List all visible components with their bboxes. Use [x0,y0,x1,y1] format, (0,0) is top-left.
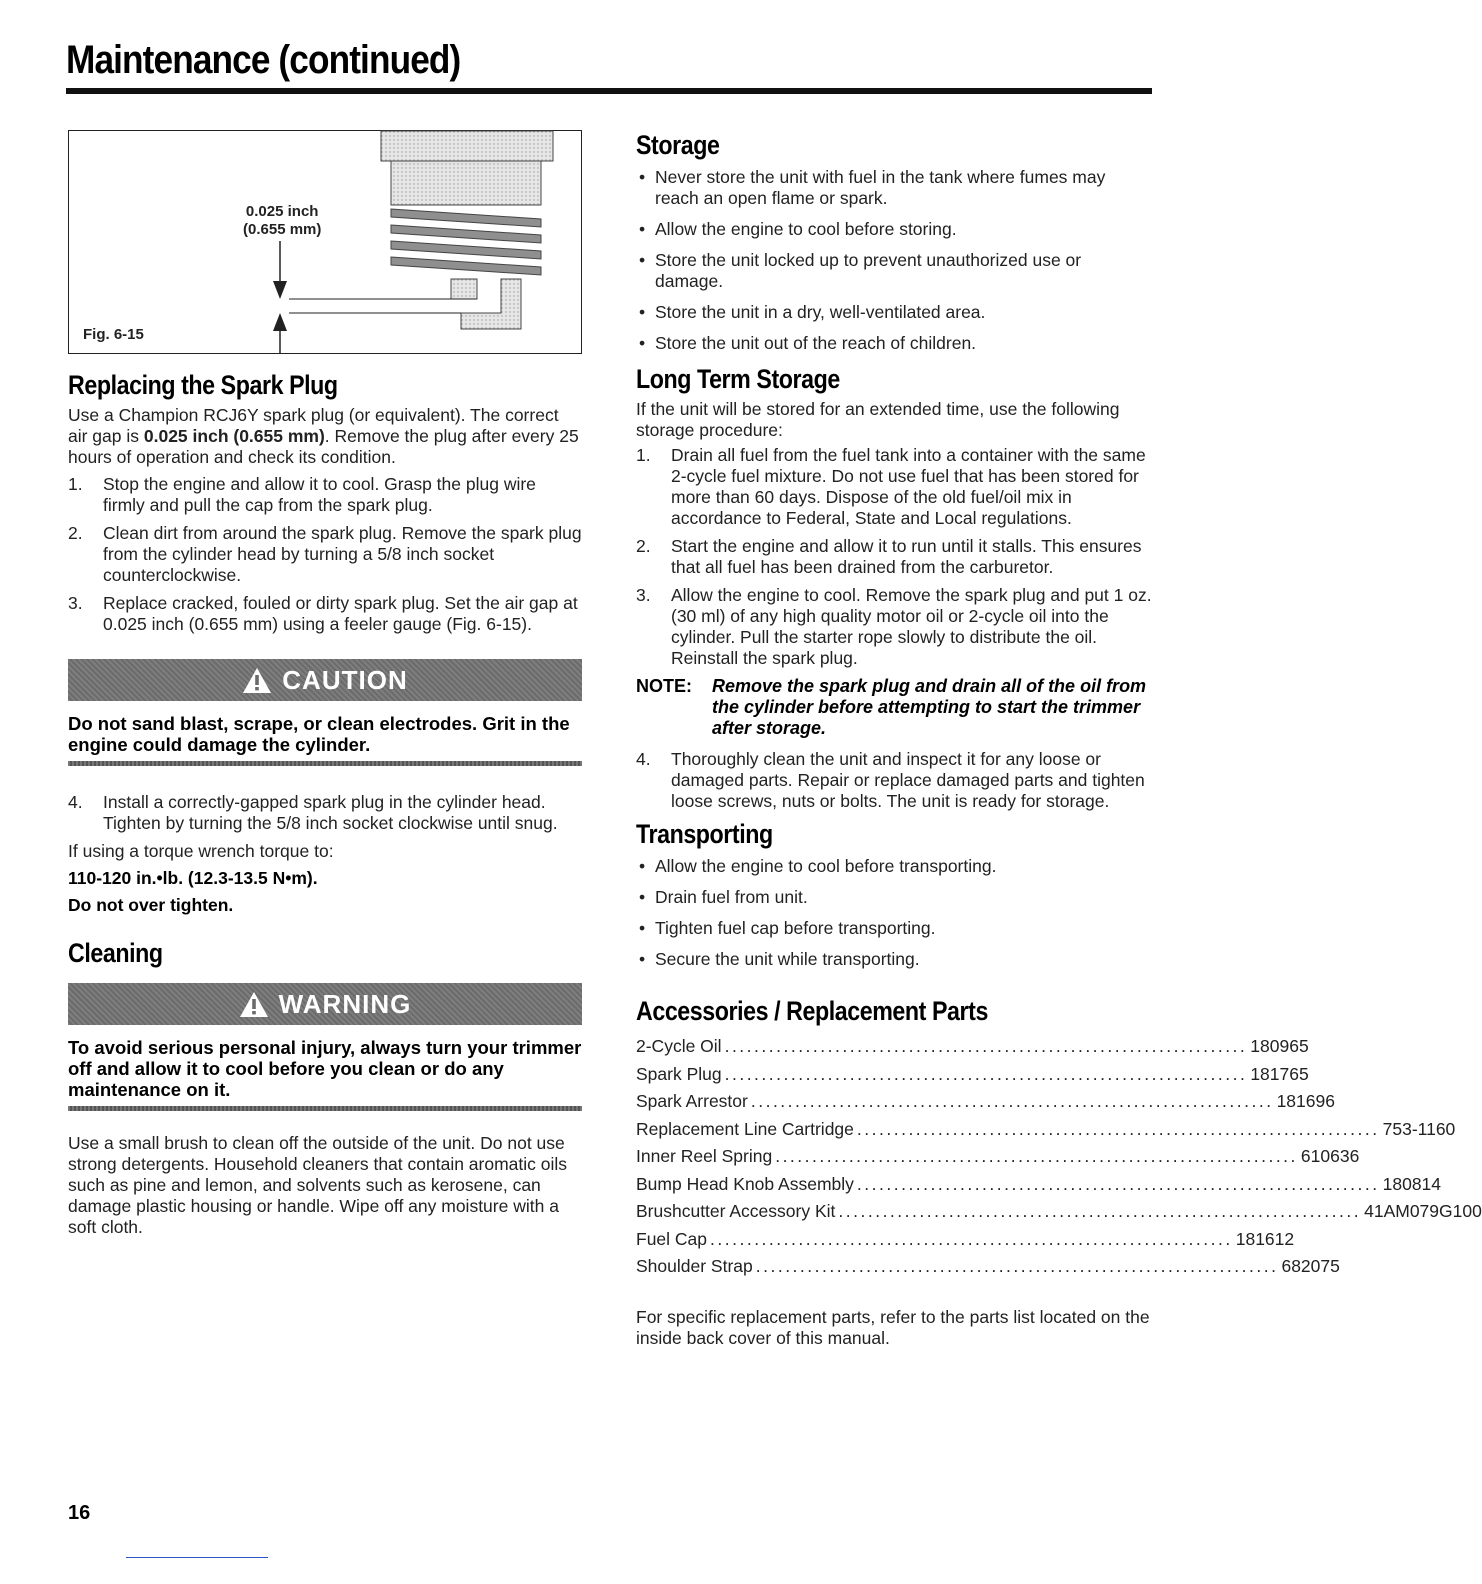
gap-mm-label: (0.655 mm) [243,221,322,238]
part-number: 181765 [1250,1063,1309,1084]
part-row [636,1171,1442,1199]
long-term-storage-heading: Long Term Storage [636,364,840,394]
left-column [68,130,582,1238]
step-text: Replace cracked, fouled or dirty spark plug. Set the air gap at 0.025 inch (0.655 mm) using a feeler gauge (Fig. 6-15). [103,593,578,634]
title-rule [66,88,1152,94]
list-item [68,792,582,834]
part-number: 41AM079G100 [1364,1201,1482,1221]
caution-label: CAUTION [282,664,408,695]
spark-plug-step-4 [68,792,582,834]
leader-dots: ....................................................................... [750,1091,1274,1111]
part-name: Spark Arrestor [636,1091,748,1111]
note-text: Remove the spark plug and drain all of the oil from the cylinder before attempting to start the trimmer after storage. [712,676,1147,738]
cleaning-heading: Cleaning [68,938,163,968]
long-term-steps [636,445,1152,669]
leader-dots: ....................................................................... [755,1256,1279,1276]
list-item: • Store the unit locked up to prevent unauthorized use or damage. [636,250,1152,292]
spark-plug-intro [68,405,582,468]
step-number: 2. [636,536,651,556]
right-column [636,130,1482,1349]
part-name: Bump Head Knob Assembly [636,1173,854,1194]
list-item [68,523,582,586]
list-item: • Drain fuel from unit. [636,887,1152,908]
list-item: • Allow the engine to cool before transporting. [636,856,1152,877]
warning-triangle-icon [239,991,269,1018]
part-number: 181696 [1276,1091,1335,1111]
torque-warning: Do not over tighten. [68,895,234,915]
warning-rule [68,1106,582,1111]
spark-plug-heading: Replacing the Spark Plug [68,370,338,400]
part-number: 180814 [1382,1173,1442,1194]
transporting-heading: Transporting [636,819,773,849]
accessories-heading: Accessories / Replacement Parts [636,996,988,1026]
step-number: 2. [68,523,83,543]
part-name: Inner Reel Spring [636,1146,773,1166]
part-row [636,1198,1482,1226]
list-item: • Allow the engine to cool before storing. [636,219,1152,240]
part-row [636,1033,1309,1061]
long-term-intro: If the unit will be stored for an extended time, use the following storage procedure: [636,399,1120,440]
part-row [636,1061,1309,1089]
part-name: Spark Plug [636,1063,722,1084]
list-item: • Secure the unit while transporting. [636,949,1152,970]
part-number: 180965 [1250,1036,1309,1056]
list-item [636,536,1152,578]
step-number: 1. [68,474,83,494]
step-text: Clean dirt from around the spark plug. Remove the spark plug from the cylinder head by turning a 5/8 inch socket counterclockwise. [103,523,582,585]
step-text: Install a correctly-gapped spark plug in the cylinder head. Tighten by turning the 5/8 inch socket clockwise until snug. [103,792,558,833]
spark-plug-steps [68,474,582,635]
figure-label: Fig. 6-15 [83,326,144,343]
step-text: Thoroughly clean the unit and inspect it for any loose or damaged parts. Repair or replace damaged parts and tighten loose screws, nuts or bolts. The unit is ready for storage. [671,749,1145,811]
part-name: Brushcutter Accessory Kit [636,1201,836,1221]
step-text: Allow the engine to cool. Remove the spark plug and put 1 oz. (30 ml) of any high quality motor oil or 2-cycle oil into the cylinder. Pull the starter rope slowly to distribute the oil. Reinstall the spark plug. [671,585,1152,668]
storage-list [636,167,1152,354]
spark-plug-gap-illustration [69,131,583,355]
part-row [636,1116,1456,1144]
part-row [636,1253,1340,1281]
part-row [636,1143,1360,1171]
warning-banner [68,983,582,1025]
list-item [636,445,1152,529]
warning-text: To avoid serious personal injury, always turn your trimmer off and allow it to cool before you clean or do any maintenance on it. [68,1037,582,1100]
step-text: Drain all fuel from the fuel tank into a container with the same 2-cycle fuel mixture. Do not use fuel that has been stored for more than 60 days. Dispose of the old fuel/oil mix in accordance to Federal, State and Local regulations. [671,445,1146,528]
step-number: 4. [68,792,83,812]
step-number: 4. [636,749,651,769]
intro-text-a: Use a Champion RCJ6Y spark plug (or equivalent). The correct air gap is [68,405,559,446]
step-text: Start the engine and allow it to run until it stalls. This ensures that all fuel has been drained from the carburetor. [671,536,1142,577]
gap-inch-label: 0.025 inch [245,203,319,220]
warning-triangle-icon [242,667,272,694]
parts-list [636,1033,1482,1281]
part-name: Shoulder Strap [636,1256,753,1276]
part-row [636,1226,1295,1254]
leader-dots: ....................................................................... [775,1146,1298,1166]
part-number: 610636 [1300,1146,1360,1166]
leader-dots: ....................................................................... [724,1063,1248,1084]
leader-dots: ....................................................................... [856,1173,1380,1194]
leader-dots: ....................................................................... [724,1036,1248,1056]
caution-rule [68,761,582,766]
transporting-list [636,856,1152,970]
parts-footer-note: For specific replacement parts, refer to the parts list located on the inside back cover of this manual. [636,1306,1150,1348]
footer-rule [126,1557,268,1558]
caution-text: Do not sand blast, scrape, or clean electrodes. Grit in the engine could damage the cylinder. [68,713,570,755]
list-item [68,474,582,516]
storage-note [636,676,1152,739]
cleaning-body: Use a small brush to clean off the outside of the unit. Do not use strong detergents. Household cleaners that contain aromatic oils such as pine and lemon, and solvents such as kerosene, can damage plastic housing or handle. Wipe off any moisture with a soft cloth. [68,1133,568,1237]
warning-label-group [239,989,412,1020]
list-item [68,593,582,635]
part-number: 181612 [1235,1228,1295,1249]
list-item: • Tighten fuel cap before transporting. [636,918,1152,939]
list-item [636,585,1152,669]
torque-intro: If using a torque wrench torque to: [68,841,334,861]
caution-banner [68,659,582,701]
leader-dots: ....................................................................... [838,1201,1362,1221]
part-number: 682075 [1281,1256,1340,1276]
page-number: 16 [68,1502,91,1524]
part-number: 753-1160 [1382,1118,1456,1139]
torque-value: 110-120 in.•lb. (12.3-13.5 N•m). [68,868,318,888]
step-number: 1. [636,445,651,465]
air-gap-value: 0.025 inch (0.655 mm) [143,426,325,446]
warning-label: WARNING [278,988,412,1019]
step-number: 3. [68,593,83,613]
step-text: Stop the engine and allow it to cool. Grasp the plug wire firmly and pull the cap from the spark plug. [103,474,536,515]
storage-heading: Storage [636,130,720,160]
spark-plug-figure [68,130,582,354]
page-title: Maintenance (continued) [66,38,461,82]
note-label: NOTE: [636,676,692,696]
leader-dots: ....................................................................... [710,1228,1233,1249]
caution-label-group [242,665,407,696]
gap-measurement [243,203,321,239]
list-item: • Store the unit out of the reach of children. [636,333,1152,354]
step-number: 3. [636,585,651,605]
list-item [636,749,1152,812]
part-name: Replacement Line Cartridge [636,1118,854,1139]
list-item: • Store the unit in a dry, well-ventilated area. [636,302,1152,323]
intro-text-b: . Remove the plug after every 25 hours of operation and check its condition. [68,426,579,467]
list-item: • Never store the unit with fuel in the tank where fumes may reach an open flame or spark. [636,167,1152,209]
part-name: 2-Cycle Oil [636,1036,722,1056]
long-term-step-4 [636,749,1152,812]
part-name: Fuel Cap [636,1228,708,1249]
leader-dots: ....................................................................... [856,1118,1380,1139]
part-row [636,1088,1335,1116]
